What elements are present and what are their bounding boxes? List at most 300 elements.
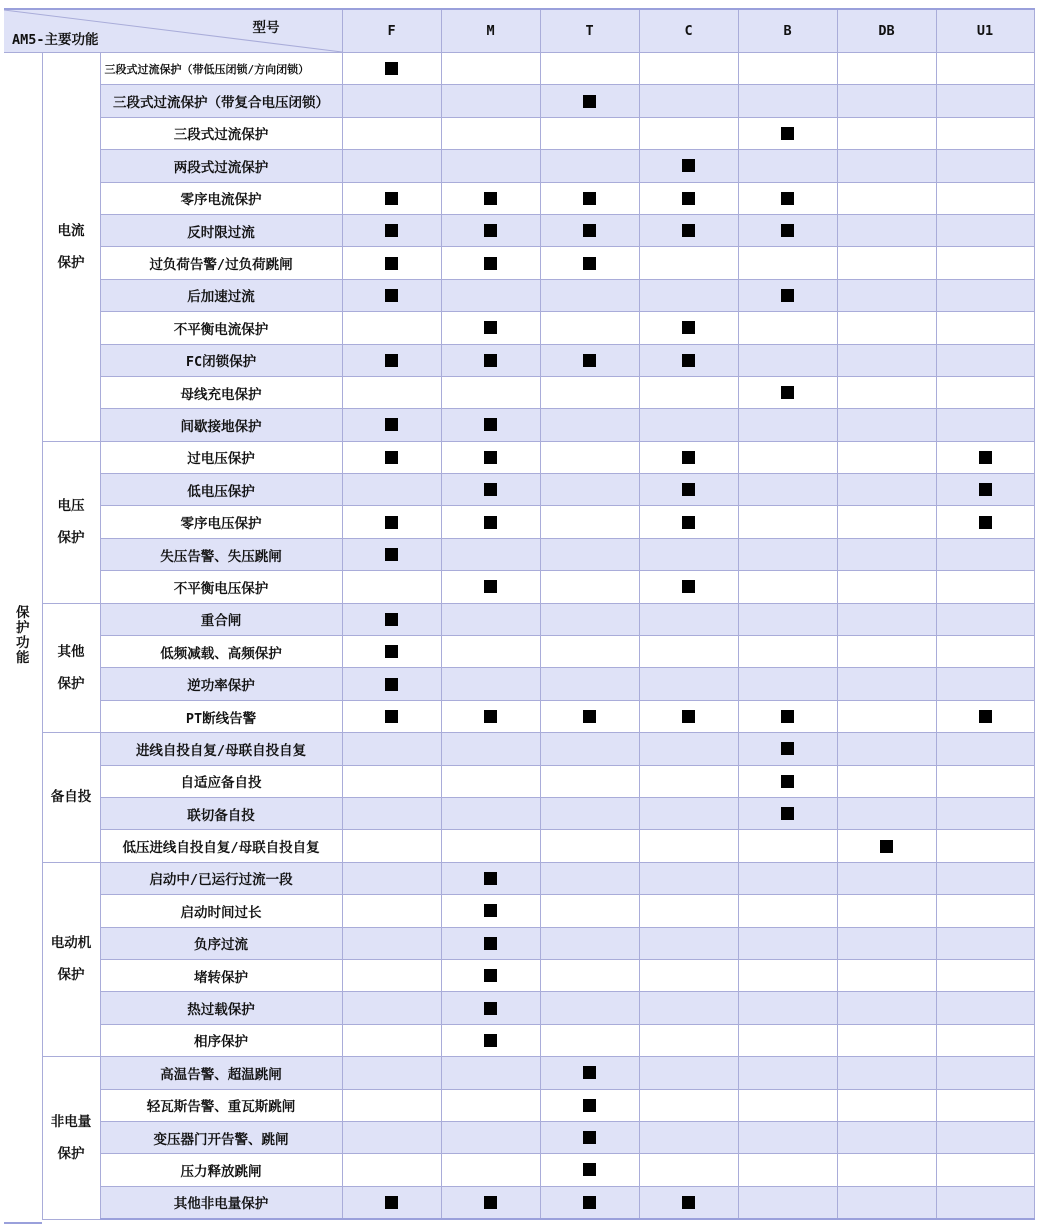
support-cell-b (738, 1186, 837, 1219)
support-cell-m (441, 862, 540, 894)
support-cell-t (540, 668, 639, 700)
support-cell-c (639, 992, 738, 1024)
support-cell-b (738, 636, 837, 668)
group-label: 电流 保护 (42, 53, 100, 442)
support-cell-t (540, 603, 639, 635)
support-cell-t (540, 344, 639, 376)
support-cell-f (342, 85, 441, 117)
supported-square-icon (880, 840, 893, 853)
support-cell-f (342, 603, 441, 635)
support-cell-b (738, 1024, 837, 1056)
supported-square-icon (781, 742, 794, 755)
support-cell-f (342, 927, 441, 959)
support-cell-b (738, 571, 837, 603)
supported-square-icon (583, 192, 596, 205)
support-cell-m (441, 312, 540, 344)
support-cell-t (540, 376, 639, 408)
supported-square-icon (583, 257, 596, 270)
supported-square-icon (385, 62, 398, 75)
supported-square-icon (484, 580, 497, 593)
support-cell-f (342, 636, 441, 668)
support-cell-m (441, 344, 540, 376)
function-label: 低电压保护 (100, 474, 342, 506)
support-cell-t (540, 409, 639, 441)
model-header-u1: U1 (936, 9, 1034, 53)
supported-square-icon (484, 354, 497, 367)
function-row (4, 344, 1034, 376)
function-row (4, 312, 1034, 344)
support-cell-b (738, 830, 837, 862)
supported-square-icon (484, 483, 497, 496)
supported-square-icon (979, 451, 992, 464)
support-cell-f (342, 474, 441, 506)
header-row (4, 9, 1034, 53)
support-cell-m (441, 376, 540, 408)
support-cell-f (342, 117, 441, 149)
support-cell-b (738, 474, 837, 506)
support-cell-m (441, 700, 540, 732)
support-cell-u1 (936, 765, 1034, 797)
function-row (4, 895, 1034, 927)
function-label: 不平衡电流保护 (100, 312, 342, 344)
supported-square-icon (583, 1099, 596, 1112)
support-cell-u1 (936, 862, 1034, 894)
function-row (4, 247, 1034, 279)
function-label: 变压器门开告警、跳闸 (100, 1121, 342, 1153)
model-header-c: C (639, 9, 738, 53)
function-row (4, 1154, 1034, 1186)
supported-square-icon (484, 872, 497, 885)
support-cell-t (540, 312, 639, 344)
support-cell-f (342, 733, 441, 765)
group-label: 电压 保护 (42, 441, 100, 603)
support-cell-f (342, 279, 441, 311)
function-label: 后加速过流 (100, 279, 342, 311)
supported-square-icon (781, 386, 794, 399)
support-cell-t (540, 733, 639, 765)
function-row (4, 182, 1034, 214)
support-cell-f (342, 53, 441, 85)
support-cell-f (342, 1089, 441, 1121)
support-cell-m (441, 636, 540, 668)
function-row (4, 862, 1034, 894)
supported-square-icon (979, 483, 992, 496)
support-cell-b (738, 603, 837, 635)
support-cell-f (342, 765, 441, 797)
support-cell-f (342, 182, 441, 214)
support-cell-t (540, 959, 639, 991)
supported-square-icon (583, 95, 596, 108)
support-cell-db (837, 1154, 936, 1186)
supported-square-icon (682, 483, 695, 496)
function-row (4, 992, 1034, 1024)
support-cell-b (738, 247, 837, 279)
support-cell-c (639, 376, 738, 408)
support-cell-c (639, 1121, 738, 1153)
support-cell-c (639, 1057, 738, 1089)
support-cell-c (639, 312, 738, 344)
function-label: 零序电压保护 (100, 506, 342, 538)
function-label: 联切备自投 (100, 797, 342, 829)
supported-square-icon (781, 224, 794, 237)
function-label: 重合闸 (100, 603, 342, 635)
support-cell-b (738, 506, 837, 538)
support-cell-m (441, 538, 540, 570)
support-cell-u1 (936, 1057, 1034, 1089)
supported-square-icon (979, 710, 992, 723)
support-cell-f (342, 312, 441, 344)
support-cell-m (441, 895, 540, 927)
function-row (4, 214, 1034, 246)
support-cell-m (441, 668, 540, 700)
support-cell-t (540, 700, 639, 732)
support-cell-u1 (936, 927, 1034, 959)
support-cell-u1 (936, 247, 1034, 279)
support-cell-b (738, 53, 837, 85)
support-cell-m (441, 733, 540, 765)
supported-square-icon (385, 451, 398, 464)
support-cell-m (441, 992, 540, 1024)
support-cell-db (837, 312, 936, 344)
support-cell-u1 (936, 214, 1034, 246)
support-cell-c (639, 603, 738, 635)
support-cell-u1 (936, 409, 1034, 441)
supported-square-icon (484, 257, 497, 270)
supported-square-icon (385, 418, 398, 431)
support-cell-f (342, 409, 441, 441)
function-row (4, 279, 1034, 311)
support-cell-db (837, 668, 936, 700)
corner-header-cell (4, 9, 342, 53)
support-cell-m (441, 214, 540, 246)
support-cell-u1 (936, 959, 1034, 991)
supported-square-icon (583, 1066, 596, 1079)
support-cell-m (441, 765, 540, 797)
support-cell-f (342, 830, 441, 862)
supported-square-icon (583, 354, 596, 367)
support-cell-f (342, 992, 441, 1024)
support-cell-m (441, 506, 540, 538)
support-cell-b (738, 182, 837, 214)
support-cell-f (342, 247, 441, 279)
supported-square-icon (385, 257, 398, 270)
supported-square-icon (484, 418, 497, 431)
support-cell-db (837, 959, 936, 991)
function-label: 零序电流保护 (100, 182, 342, 214)
group-label: 非电量 保护 (42, 1057, 100, 1219)
supported-square-icon (682, 192, 695, 205)
support-cell-f (342, 1024, 441, 1056)
supported-square-icon (781, 775, 794, 788)
support-cell-f (342, 571, 441, 603)
function-label: 负序过流 (100, 927, 342, 959)
supported-square-icon (385, 516, 398, 529)
support-cell-db (837, 376, 936, 408)
support-cell-t (540, 1121, 639, 1153)
support-cell-u1 (936, 992, 1034, 1024)
support-cell-m (441, 409, 540, 441)
support-cell-m (441, 1154, 540, 1186)
support-cell-m (441, 1121, 540, 1153)
function-label: 启动中/已运行过流一段 (100, 862, 342, 894)
support-cell-db (837, 1057, 936, 1089)
support-cell-t (540, 1024, 639, 1056)
support-cell-f (342, 214, 441, 246)
function-table-container (4, 8, 1034, 1220)
support-cell-b (738, 895, 837, 927)
function-label: 低频减载、高频保护 (100, 636, 342, 668)
supported-square-icon (682, 224, 695, 237)
support-cell-u1 (936, 668, 1034, 700)
category-label: 保护功能 (16, 605, 30, 667)
function-row (4, 117, 1034, 149)
support-cell-t (540, 150, 639, 182)
support-cell-b (738, 85, 837, 117)
supported-square-icon (682, 516, 695, 529)
support-cell-u1 (936, 1089, 1034, 1121)
function-row (4, 1024, 1034, 1056)
function-label: 三段式过流保护 (100, 117, 342, 149)
support-cell-db (837, 1121, 936, 1153)
support-cell-c (639, 862, 738, 894)
supported-square-icon (583, 710, 596, 723)
supported-square-icon (484, 192, 497, 205)
support-cell-f (342, 862, 441, 894)
function-label: 母线充电保护 (100, 376, 342, 408)
model-header-f: F (342, 9, 441, 53)
function-row (4, 474, 1034, 506)
support-cell-b (738, 117, 837, 149)
support-cell-db (837, 830, 936, 862)
support-cell-c (639, 538, 738, 570)
support-cell-db (837, 992, 936, 1024)
support-cell-c (639, 1089, 738, 1121)
support-cell-t (540, 117, 639, 149)
support-cell-c (639, 506, 738, 538)
support-cell-f (342, 1186, 441, 1219)
support-cell-c (639, 441, 738, 473)
support-cell-c (639, 927, 738, 959)
supported-square-icon (385, 224, 398, 237)
support-cell-t (540, 506, 639, 538)
model-header-b: B (738, 9, 837, 53)
supported-square-icon (385, 678, 398, 691)
support-cell-f (342, 668, 441, 700)
support-cell-u1 (936, 1154, 1034, 1186)
function-row (4, 150, 1034, 182)
supported-square-icon (583, 1131, 596, 1144)
support-cell-t (540, 441, 639, 473)
support-cell-t (540, 279, 639, 311)
support-cell-db (837, 733, 936, 765)
support-cell-b (738, 538, 837, 570)
support-cell-u1 (936, 1186, 1034, 1219)
supported-square-icon (682, 451, 695, 464)
support-cell-db (837, 117, 936, 149)
support-cell-u1 (936, 441, 1034, 473)
support-cell-b (738, 312, 837, 344)
support-cell-m (441, 117, 540, 149)
supported-square-icon (385, 548, 398, 561)
support-cell-u1 (936, 603, 1034, 635)
function-label: 间歇接地保护 (100, 409, 342, 441)
function-label: 两段式过流保护 (100, 150, 342, 182)
support-cell-c (639, 53, 738, 85)
support-cell-db (837, 53, 936, 85)
support-cell-t (540, 636, 639, 668)
support-cell-db (837, 538, 936, 570)
supported-square-icon (484, 904, 497, 917)
support-cell-db (837, 409, 936, 441)
bottom-rule (4, 1222, 42, 1224)
function-label: FC闭锁保护 (100, 344, 342, 376)
supported-square-icon (781, 192, 794, 205)
support-cell-t (540, 927, 639, 959)
support-cell-c (639, 247, 738, 279)
supported-square-icon (484, 451, 497, 464)
support-cell-db (837, 441, 936, 473)
model-header-m: M (441, 9, 540, 53)
support-cell-db (837, 571, 936, 603)
support-cell-m (441, 830, 540, 862)
support-cell-t (540, 214, 639, 246)
function-label: 相序保护 (100, 1024, 342, 1056)
function-label: 热过载保护 (100, 992, 342, 1024)
function-row (4, 927, 1034, 959)
support-cell-m (441, 150, 540, 182)
support-cell-u1 (936, 733, 1034, 765)
support-cell-f (342, 1057, 441, 1089)
support-cell-db (837, 797, 936, 829)
support-cell-m (441, 1024, 540, 1056)
support-cell-u1 (936, 571, 1034, 603)
support-cell-f (342, 1154, 441, 1186)
function-row (4, 1089, 1034, 1121)
function-label: 不平衡电压保护 (100, 571, 342, 603)
support-cell-u1 (936, 636, 1034, 668)
support-cell-u1 (936, 506, 1034, 538)
supported-square-icon (484, 710, 497, 723)
function-row (4, 603, 1034, 635)
support-cell-t (540, 1089, 639, 1121)
support-cell-c (639, 636, 738, 668)
function-label: 其他非电量保护 (100, 1186, 342, 1219)
support-cell-t (540, 538, 639, 570)
support-cell-t (540, 1154, 639, 1186)
supported-square-icon (385, 1196, 398, 1209)
support-cell-c (639, 797, 738, 829)
support-cell-b (738, 668, 837, 700)
support-cell-t (540, 1057, 639, 1089)
support-cell-c (639, 733, 738, 765)
supported-square-icon (682, 354, 695, 367)
function-row (4, 700, 1034, 732)
support-cell-m (441, 927, 540, 959)
support-cell-u1 (936, 895, 1034, 927)
support-cell-t (540, 992, 639, 1024)
support-cell-u1 (936, 344, 1034, 376)
support-cell-c (639, 895, 738, 927)
function-row (4, 797, 1034, 829)
function-label: 过负荷告警/过负荷跳闸 (100, 247, 342, 279)
support-cell-u1 (936, 1024, 1034, 1056)
support-cell-b (738, 376, 837, 408)
support-cell-b (738, 344, 837, 376)
support-cell-f (342, 700, 441, 732)
support-cell-f (342, 344, 441, 376)
function-row (4, 959, 1034, 991)
support-cell-db (837, 700, 936, 732)
support-cell-m (441, 959, 540, 991)
support-cell-u1 (936, 53, 1034, 85)
supported-square-icon (583, 1196, 596, 1209)
supported-square-icon (484, 1002, 497, 1015)
support-cell-db (837, 150, 936, 182)
function-row (4, 538, 1034, 570)
support-cell-u1 (936, 538, 1034, 570)
function-label: 三段式过流保护（带复合电压闭锁） (100, 85, 342, 117)
function-label: 自适应备自投 (100, 765, 342, 797)
support-cell-u1 (936, 279, 1034, 311)
support-cell-b (738, 862, 837, 894)
function-label: 三段式过流保护（带低压闭锁/方向闭锁） (100, 53, 342, 85)
function-row (4, 571, 1034, 603)
function-label: 反时限过流 (100, 214, 342, 246)
support-cell-db (837, 1089, 936, 1121)
function-matrix-table (4, 8, 1035, 1220)
support-cell-c (639, 117, 738, 149)
support-cell-m (441, 1089, 540, 1121)
support-cell-c (639, 668, 738, 700)
support-cell-t (540, 85, 639, 117)
support-cell-b (738, 214, 837, 246)
support-cell-db (837, 636, 936, 668)
support-cell-db (837, 895, 936, 927)
model-header-t: T (540, 9, 639, 53)
support-cell-m (441, 182, 540, 214)
support-cell-t (540, 182, 639, 214)
support-cell-c (639, 182, 738, 214)
support-cell-t (540, 247, 639, 279)
support-cell-m (441, 474, 540, 506)
model-label: 型号 (252, 20, 280, 36)
support-cell-db (837, 214, 936, 246)
model-header-db: DB (837, 9, 936, 53)
support-cell-m (441, 279, 540, 311)
support-cell-db (837, 1024, 936, 1056)
support-cell-b (738, 765, 837, 797)
supported-square-icon (484, 321, 497, 334)
function-row (4, 409, 1034, 441)
support-cell-b (738, 992, 837, 1024)
support-cell-b (738, 279, 837, 311)
support-cell-f (342, 441, 441, 473)
support-cell-u1 (936, 830, 1034, 862)
support-cell-u1 (936, 376, 1034, 408)
support-cell-db (837, 927, 936, 959)
support-cell-db (837, 247, 936, 279)
support-cell-t (540, 765, 639, 797)
supported-square-icon (385, 645, 398, 658)
function-label: 低压进线自投自复/母联自投自复 (100, 830, 342, 862)
category-cell (4, 53, 42, 1220)
supported-square-icon (781, 807, 794, 820)
supported-square-icon (682, 710, 695, 723)
support-cell-t (540, 1186, 639, 1219)
support-cell-c (639, 150, 738, 182)
function-row (4, 441, 1034, 473)
group-label: 其他 保护 (42, 603, 100, 733)
